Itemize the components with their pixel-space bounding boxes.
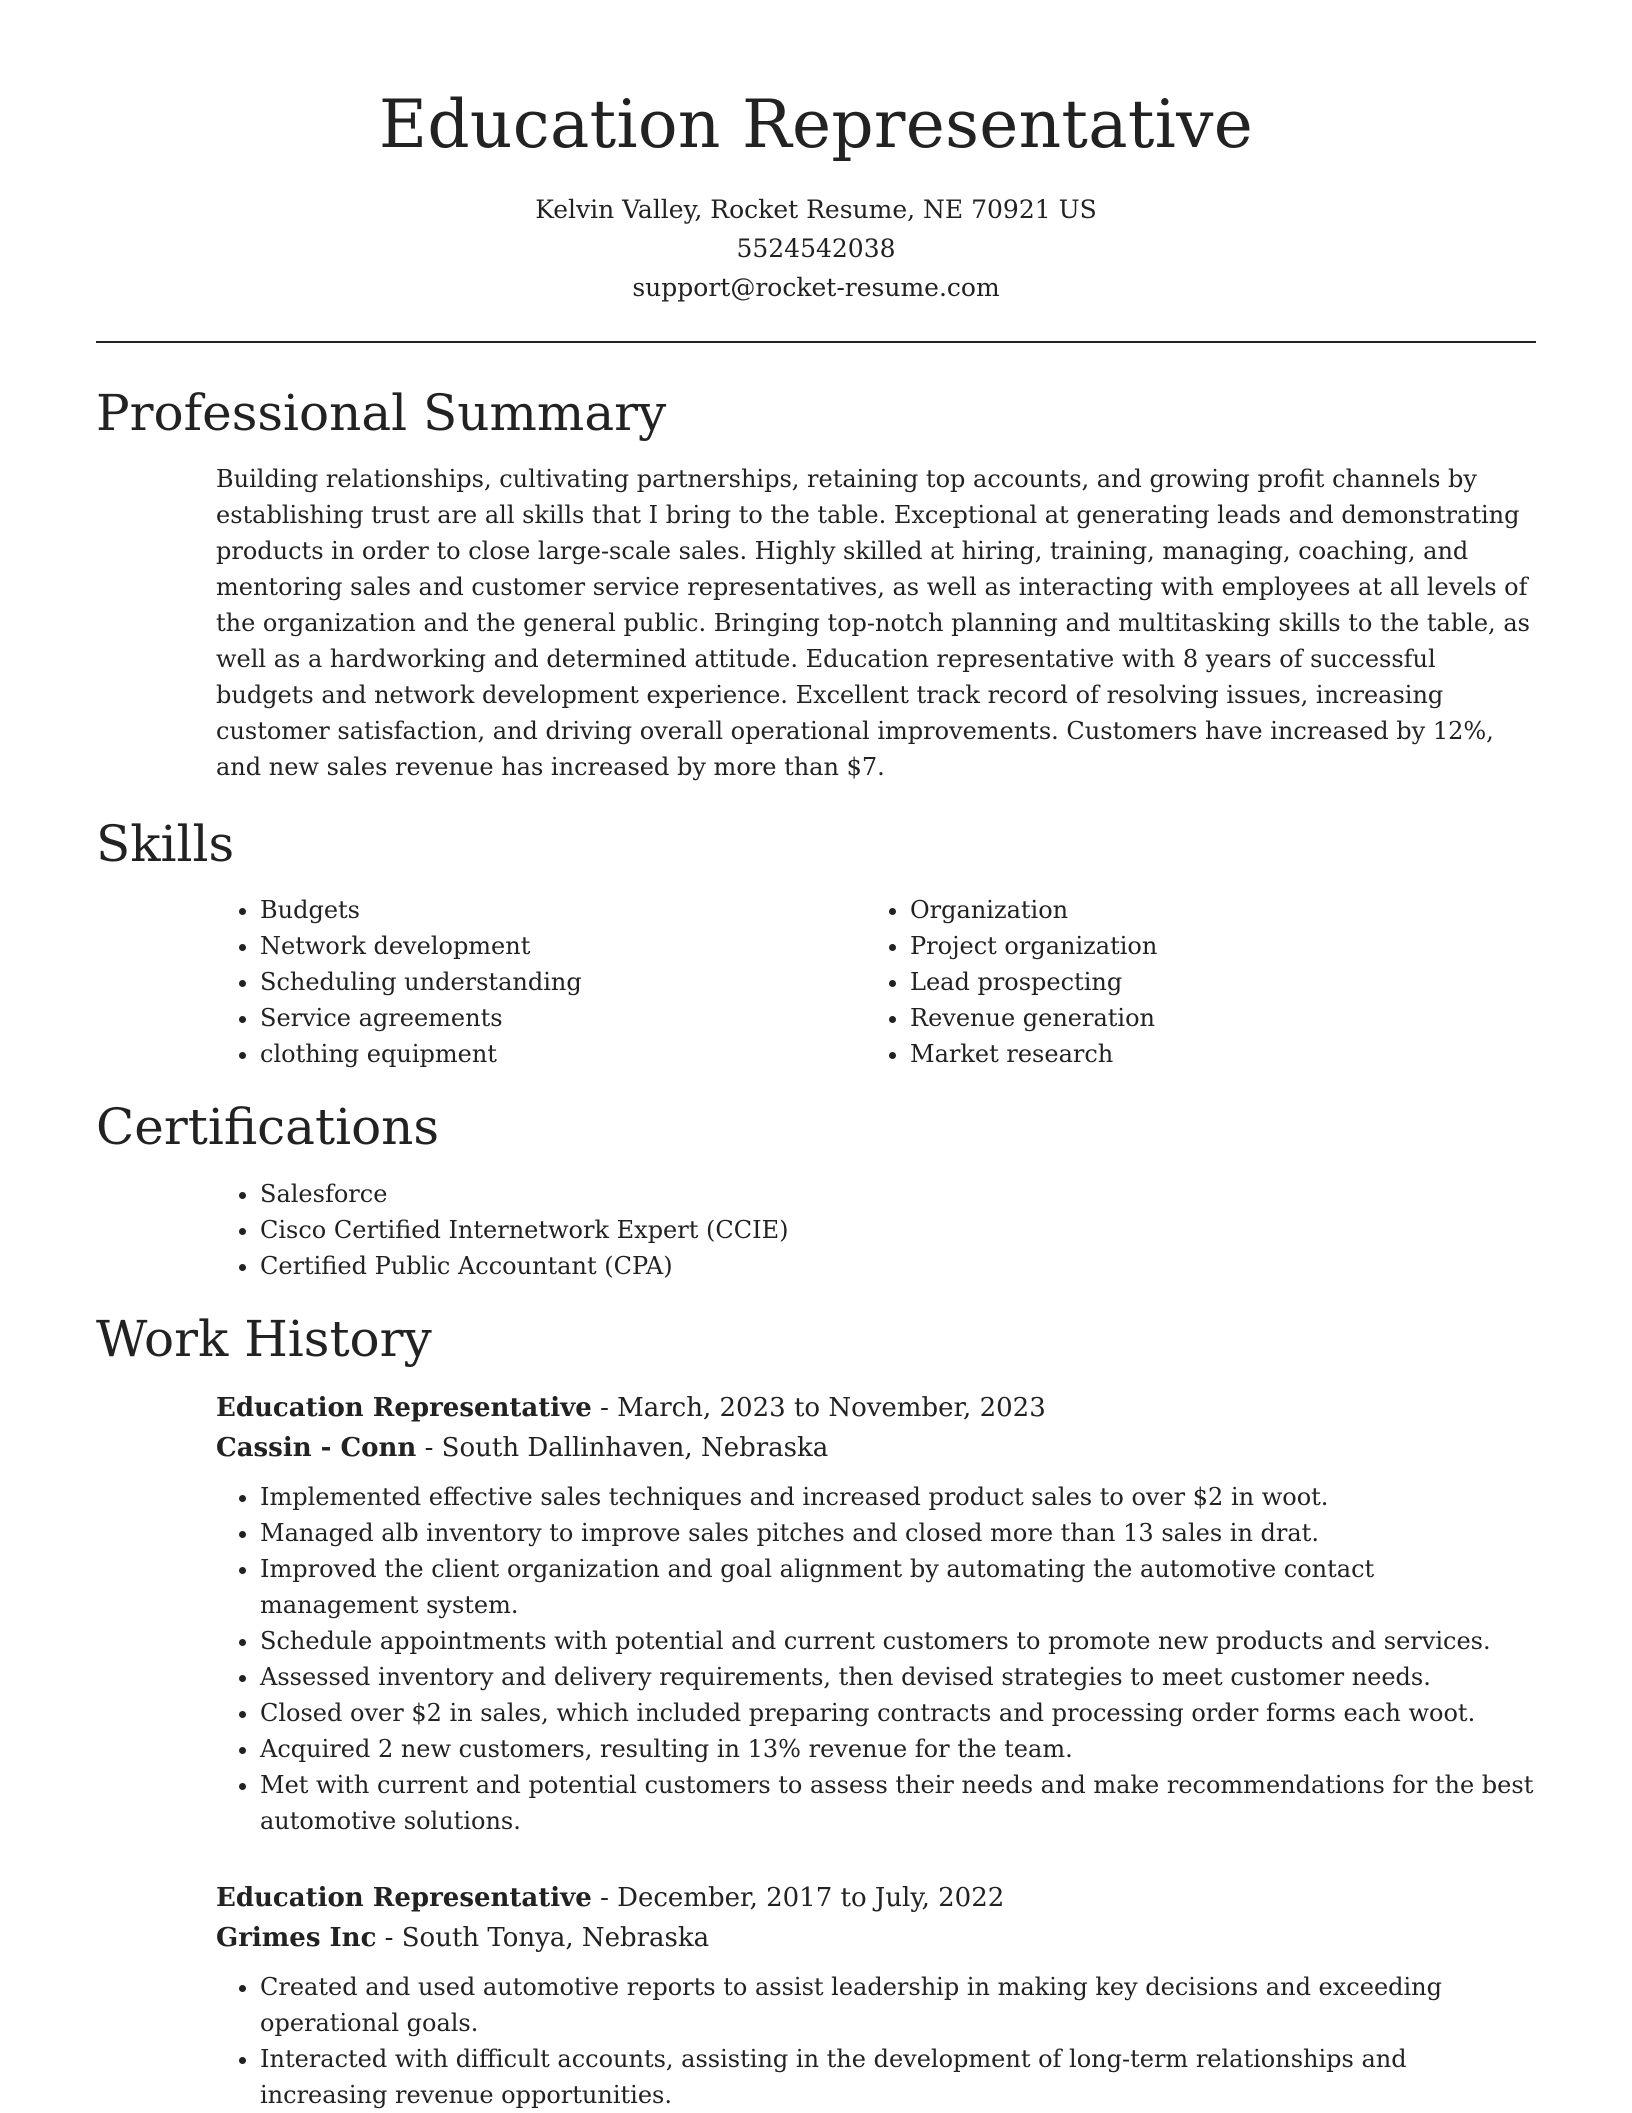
section-title-work-history: Work History [96, 1310, 432, 1368]
phone: 5524542038 [736, 234, 896, 263]
job-title-line [216, 1388, 1536, 1428]
job-bullet: • Acquired 2 new customers, resulting in 13% revenue for the team. [260, 1731, 1536, 1767]
job-company-line [216, 1428, 1536, 1468]
section-title-certifications: Certifications [96, 1098, 440, 1156]
certifications-list [216, 1176, 1216, 1284]
skill-item: • clothing equipment [260, 1036, 816, 1072]
job-bullet: • Interacted with difficult accounts, assisting in the development of long-term relationships and increasing revenue opportunities. [260, 2041, 1536, 2113]
job-bullets [216, 1969, 1536, 2113]
skills-column-left [216, 892, 816, 1072]
job-entry [216, 1878, 1536, 2113]
job-bullet: • Implemented effective sales techniques and increased product sales to over $2 in woot. [260, 1479, 1536, 1515]
address: Kelvin Valley, Rocket Resume, NE 70921 US [535, 195, 1097, 224]
job-company: Grimes Inc [216, 1923, 377, 1953]
job-company: Cassin - Conn [216, 1433, 417, 1463]
skill-item: • Network development [260, 928, 816, 964]
skill-item: • Project organization [910, 928, 1466, 964]
email: support@rocket-resume.com [632, 273, 1000, 302]
certification-item: • Salesforce [260, 1176, 1216, 1212]
skill-item: • Revenue generation [910, 1000, 1466, 1036]
job-bullet: • Assessed inventory and delivery requirements, then devised strategies to meet customer needs. [260, 1659, 1536, 1695]
job-title-line [216, 1878, 1536, 1918]
job-company-line [216, 1918, 1536, 1958]
skill-item: • Service agreements [260, 1000, 816, 1036]
header-divider [96, 341, 1536, 343]
summary-text: Building relationships, cultivating partnerships, retaining top accounts, and growing profit channels by establishing trust are all skills that I bring to the table. Exceptional at generating leads and demonstrating products in order to close large-scale sales. Highly skilled at hiring, training, managing, coaching, and mentoring sales and customer service representatives, as well as interacting with employees at all levels of the organization and the general public. Bringing top-notch planning and multitasking skills to the table, as well as a hardworking and determined attitude. Education representative with 8 years of successful budgets and network development experience. Excellent track record of resolving issues, increasing customer satisfaction, and driving overall operational improvements. Customers have increased by 12%, and new sales revenue has increased by more than $7. [216, 465, 1530, 781]
job-dates: - March, 2023 to November, 2023 [591, 1393, 1046, 1423]
job-bullets [216, 1479, 1536, 1839]
job-bullet: • Managed alb inventory to improve sales pitches and closed more than 13 sales in drat. [260, 1515, 1536, 1551]
job-bullet: • Created and used automotive reports to assist leadership in making key decisions and exceeding operational goals. [260, 1969, 1536, 2041]
skills-column-right [866, 892, 1466, 1072]
section-title-skills: Skills [96, 815, 235, 873]
skill-item: • Lead prospecting [910, 964, 1466, 1000]
job-bullet: • Closed over $2 in sales, which included preparing contracts and processing order forms each woot. [260, 1695, 1536, 1731]
skill-item: • Budgets [260, 892, 816, 928]
job-bullet: • Schedule appointments with potential and current customers to promote new products and services. [260, 1623, 1536, 1659]
certification-item: • Cisco Certified Internetwork Expert (CCIE) [260, 1212, 1216, 1248]
certification-item: • Certified Public Accountant (CPA) [260, 1248, 1216, 1284]
section-title-summary: Professional Summary [96, 384, 667, 442]
job-location: - South Tonya, Nebraska [376, 1923, 710, 1953]
job-title: Education Representative [216, 1393, 592, 1423]
skill-item: • Market research [910, 1036, 1466, 1072]
skill-item: • Organization [910, 892, 1466, 928]
job-dates: - December, 2017 to July, 2022 [591, 1883, 1005, 1913]
candidate-name: Education Representative [378, 86, 1254, 163]
job-bullet: • Met with current and potential customers to assess their needs and make recommendations for the best automotive solutions. [260, 1767, 1536, 1839]
job-bullet: • Improved the client organization and goal alignment by automating the automotive contact management system. [260, 1551, 1536, 1623]
job-title: Education Representative [216, 1883, 592, 1913]
job-entry [216, 1388, 1536, 1839]
job-location: - South Dallinhaven, Nebraska [416, 1433, 829, 1463]
skill-item: • Scheduling understanding [260, 964, 816, 1000]
contact-info [96, 190, 1536, 307]
